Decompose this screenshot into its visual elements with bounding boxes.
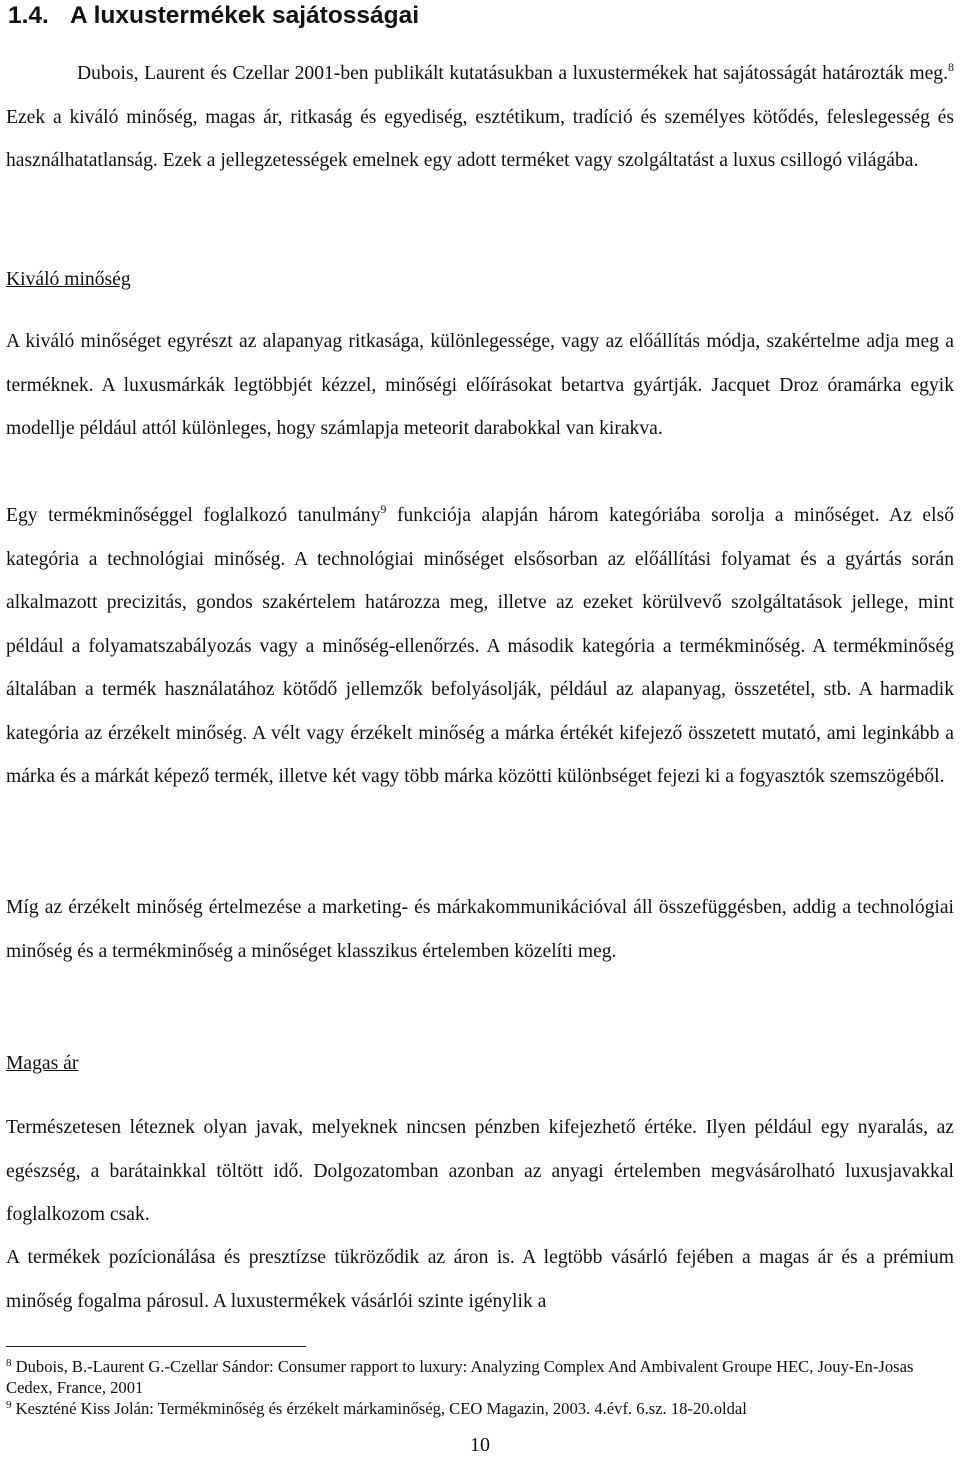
footnote-8 bbox=[6, 1356, 954, 1398]
quality-paragraph-2 bbox=[6, 494, 954, 799]
section-heading bbox=[8, 2, 419, 30]
subheading-quality: Kiváló minőség bbox=[6, 269, 131, 290]
footnote-ref-8: 8 bbox=[948, 60, 954, 74]
page-number: 10 bbox=[470, 1434, 490, 1456]
price-paragraph-1: Természetesen léteznek olyan javak, melyeknek nincsen pénzben kifejezhető értéke. Ilyen például egy nyaralás, az egészség, a barátainkkal töltött idő. Dolgozatomban azonban az anyagi értelemben megvásárolható luxusjavakkal foglalkozom csak. bbox=[6, 1117, 954, 1225]
footnotes bbox=[6, 1356, 954, 1419]
footnote-mark-8: 8 bbox=[6, 1357, 12, 1369]
intro-text-before-ref: Dubois, Laurent és Czellar 2001-ben publikált kutatásukban a luxustermékek hat sajátosságát határozták meg. bbox=[77, 63, 948, 84]
subheading-price: Magas ár bbox=[6, 1053, 79, 1074]
quality-paragraph-1: A kiváló minőséget egyrészt az alapanyag ritkasága, különlegessége, vagy az előállítás módja, szakértelme adja meg a terméknek. A luxusmárkák legtöbbjét kézzel, minőségi előírásokat betartva gyártják. Jacquet Droz óramárka egyik modellje például attól különleges, hogy számlapja meteorit darabokkal van kirakva. bbox=[6, 331, 954, 439]
quality-paragraph-3: Míg az érzékelt minőség értelmezése a marketing- és márkakommunikációval áll összefüggésben, addig a technológiai minőség és a termékminőség a minőséget klasszikus értelemben közelíti meg. bbox=[6, 897, 954, 962]
footnote-mark-9: 9 bbox=[6, 1399, 12, 1411]
quality-p2-before-ref: Egy termékminőséggel foglalkozó tanulmány bbox=[6, 505, 381, 526]
footnote-ref-9: 9 bbox=[380, 502, 387, 516]
quality-p2-after-ref: funkciója alapján három kategóriába sorolja a minőséget. Az első kategória a technológiai minőség. A technológiai minőséget elsősorban az előállítási folyamat és a gyártás során alkalmazott precizitás, gondos szakértelem határozza meg, illetve az ezeket körülvevő szolgáltatások jellege, mint például a folyamatszabályozás vagy a minőség-ellenőrzés. A második kategória a termékminőség. A termékminőség általában a termék használatához kötődő jellemzők befolyásolják, például az alapanyag, összetétel, stb. A harmadik kategória az érzékelt minőség. A vélt vagy érzékelt minőség a márka értékét kifejező összetett mutató, ami leginkább a márka és a márkát képező termék, illetve két vagy több márka közötti különbséget fejezi ki a fogyasztók szemszögéből. bbox=[6, 505, 954, 787]
footnote-text-8: Dubois, B.-Laurent G.-Czellar Sándor: Consumer rapport to luxury: Analyzing Complex And Ambivalent Groupe HEC, Jouy-En-Josas Cedex, France, 2001 bbox=[6, 1357, 914, 1397]
footnote-9 bbox=[6, 1398, 954, 1419]
intro-text-after-ref: Ezek a kiváló minőség, magas ár, ritkaság és egyediség, esztétikum, tradíció és személyes kötődés, feleslegesség és használhatatlanság. Ezek a jellegzetességek emelnek egy adott terméket vagy szolgáltatást a luxus csillogó világába. bbox=[6, 106, 954, 171]
footnote-separator bbox=[6, 1346, 306, 1347]
intro-paragraph bbox=[6, 52, 954, 183]
section-number: 1.4. bbox=[8, 2, 49, 29]
section-title: A luxustermékek sajátosságai bbox=[70, 2, 420, 29]
price-paragraph-2: A termékek pozícionálása és presztízse tükröződik az áron is. A legtöbb vásárló fejében a magas ár és a prémium minőség fogalma párosul. A luxustermékek vásárlói szinte igénylik a bbox=[6, 1247, 954, 1312]
footnote-text-9: Keszténé Kiss Jolán: Termékminőség és érzékelt márkaminőség, CEO Magazin, 2003. 4.évf. 6.sz. 18-20.oldal bbox=[11, 1399, 747, 1418]
